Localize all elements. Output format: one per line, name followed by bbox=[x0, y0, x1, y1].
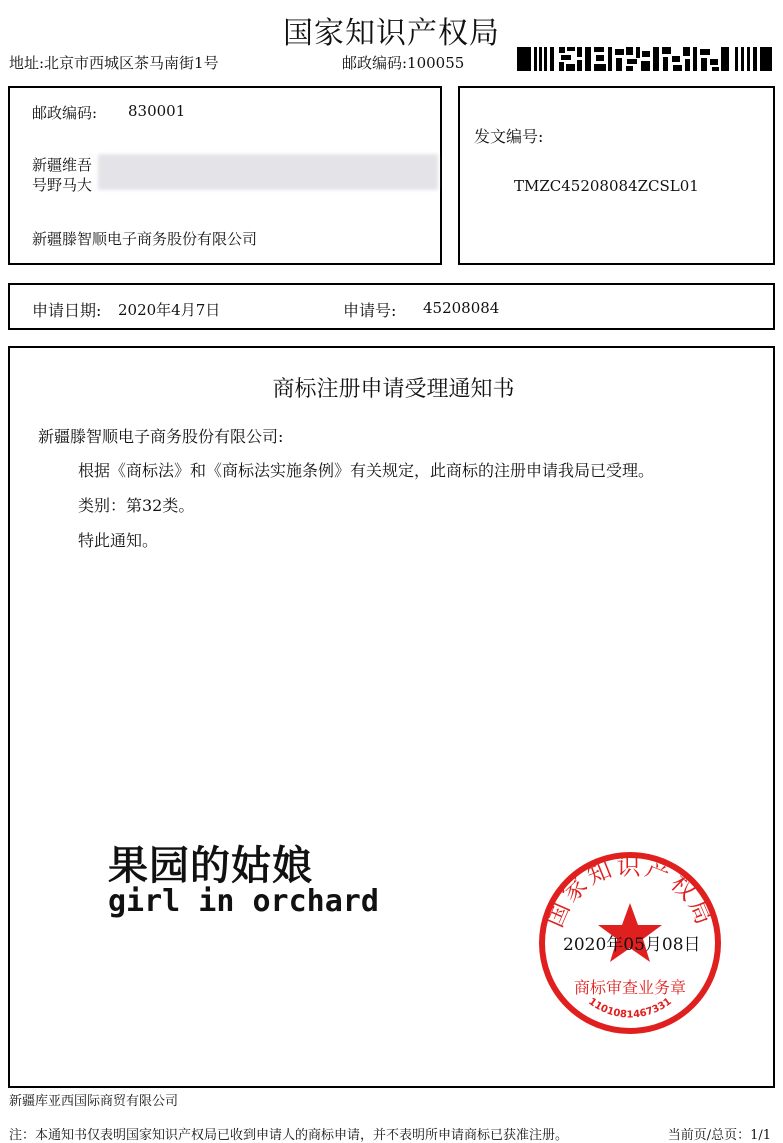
notice-box bbox=[8, 346, 775, 1088]
recipient-address-line1: 新疆维吾 bbox=[32, 156, 93, 174]
recipient-postcode-label: 邮政编码: bbox=[32, 104, 98, 122]
application-date-value: 2020年4月7日 bbox=[118, 301, 221, 319]
recipient-box bbox=[8, 86, 442, 265]
page-indicator: 当前页/总页：1/1 bbox=[667, 1128, 771, 1143]
application-number-label: 申请号: bbox=[343, 301, 397, 320]
recipient-address-line2: 号野马大 bbox=[32, 176, 93, 194]
footer-company: 新疆库亚西国际商贸有限公司 bbox=[9, 1094, 179, 1109]
seal-bottom-text: 商标审查业务章 bbox=[573, 978, 687, 997]
application-number-value: 45208084 bbox=[423, 299, 500, 317]
doc-number-label: 发文编号: bbox=[474, 127, 544, 146]
seal-top-text: 国家知识产权局 bbox=[540, 852, 720, 932]
office-postcode: 邮政编码:100055 bbox=[342, 54, 465, 72]
trademark-english: girl in orchard bbox=[108, 884, 379, 919]
notice-closing: 特此通知。 bbox=[78, 531, 159, 550]
doc-number-value: TMZC45208084ZCSL01 bbox=[514, 177, 699, 195]
trademark-chinese: 果园的姑娘 bbox=[108, 843, 313, 889]
page-title: 国家知识产权局 bbox=[283, 16, 500, 51]
notice-category: 类别：第32类。 bbox=[78, 496, 195, 515]
footer-note: 注：本通知书仅表明国家知识产权局已收到申请人的商标申请，并不表明所申请商标已获准注册。 bbox=[9, 1128, 569, 1143]
seal-number: 1101081467331 bbox=[586, 996, 674, 1021]
doc-number-box bbox=[458, 86, 775, 265]
application-date-label: 申请日期: bbox=[32, 301, 102, 320]
notice-body: 根据《商标法》和《商标法实施条例》有关规定，此商标的注册申请我局已受理。 bbox=[78, 461, 655, 480]
application-box bbox=[8, 283, 775, 330]
notice-title: 商标注册申请受理通知书 bbox=[272, 377, 515, 402]
notice-addressee: 新疆滕智顺电子商务股份有限公司: bbox=[38, 427, 284, 446]
office-address: 地址:北京市西城区茶马南街1号 bbox=[9, 54, 219, 72]
barcode bbox=[517, 45, 772, 73]
seal-date: 2020年05月08日 bbox=[563, 935, 701, 955]
recipient-company: 新疆滕智顺电子商务股份有限公司 bbox=[32, 230, 258, 248]
recipient-postcode-value: 830001 bbox=[128, 102, 186, 120]
redacted-address bbox=[98, 154, 438, 190]
